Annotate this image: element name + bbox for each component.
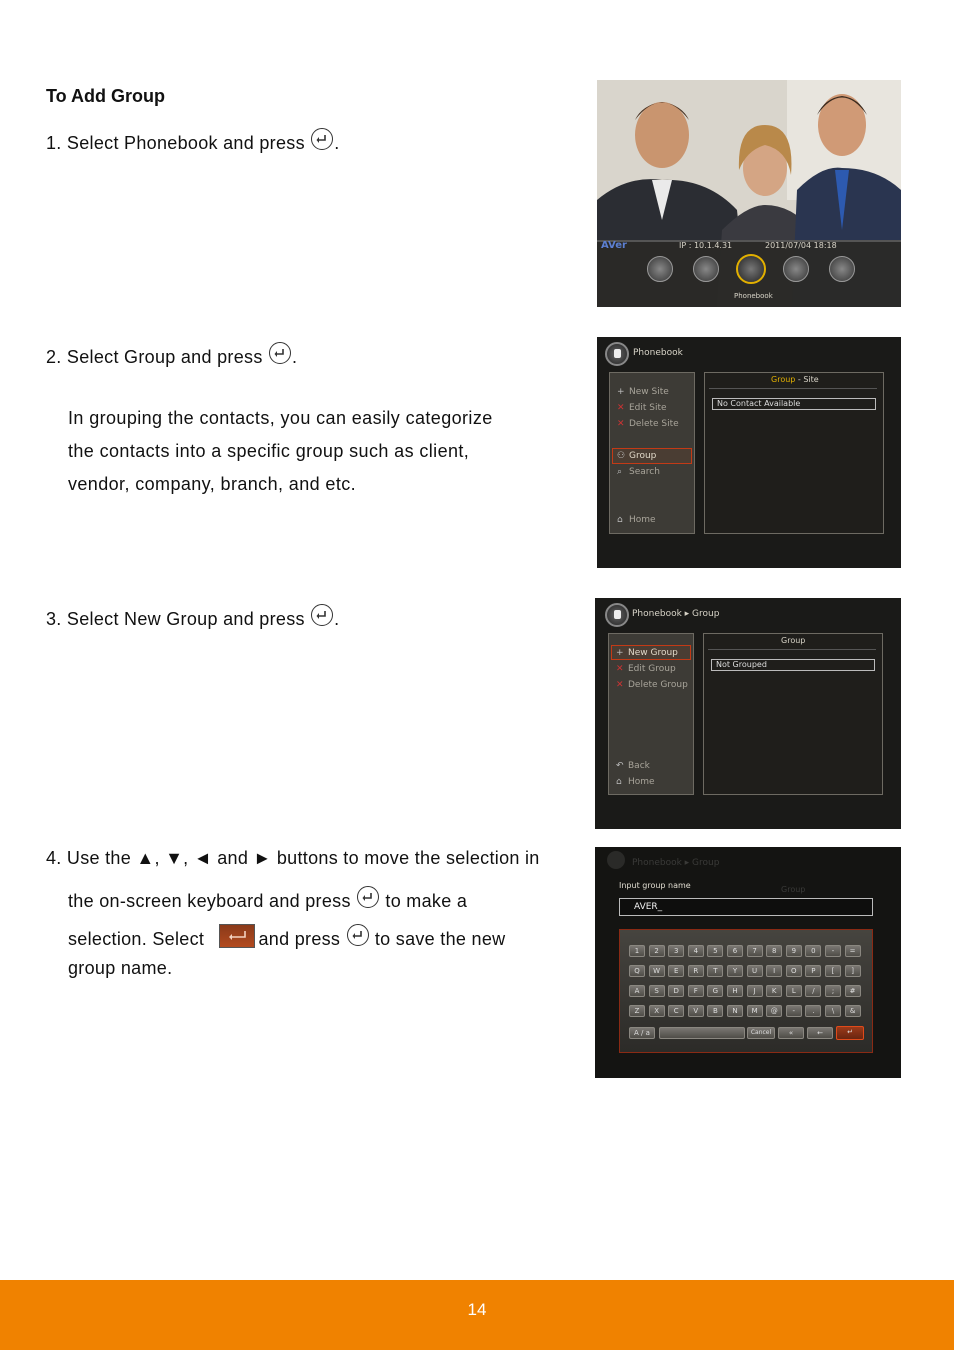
menu-search[interactable]: ⌕ Search — [617, 467, 660, 477]
divider — [708, 649, 876, 650]
step-4-line-3: selection. Select and press to save the new — [68, 924, 505, 949]
key-case-toggle[interactable]: A / a — [629, 1027, 655, 1039]
content-panel — [704, 372, 884, 534]
keyboard-key[interactable]: B — [707, 1005, 723, 1017]
menu-delete-site[interactable]: ✕ Delete Site — [617, 419, 679, 429]
keyboard-key[interactable]: I — [766, 965, 782, 977]
step-2: 2. Select Group and press . — [46, 342, 297, 367]
menu-home[interactable]: ⌂ Home — [617, 515, 656, 525]
call-log-icon[interactable] — [783, 256, 809, 282]
keyboard-key[interactable]: 5 — [707, 945, 723, 957]
keyboard-key[interactable]: ; — [825, 985, 841, 997]
step-4-line-2: the on-screen keyboard and press to make a — [68, 886, 467, 911]
list-item[interactable]: No Contact Available — [712, 398, 876, 410]
keyboard-key[interactable]: @ — [766, 1005, 782, 1017]
keyboard-key[interactable]: D — [668, 985, 684, 997]
keyboard-key[interactable]: W — [649, 965, 665, 977]
keyboard-key[interactable]: = — [845, 945, 861, 957]
enter-icon — [311, 128, 333, 150]
settings-icon[interactable] — [829, 256, 855, 282]
keyboard-key[interactable]: P — [805, 965, 821, 977]
group-name-input[interactable]: AVER_ — [619, 898, 873, 916]
menu-home[interactable]: ⌂ Home — [616, 777, 655, 787]
keyboard-key[interactable]: U — [747, 965, 763, 977]
aver-logo: AVer — [601, 240, 627, 251]
keyboard-key[interactable]: 8 — [766, 945, 782, 957]
panel-title: Group - Site — [771, 375, 819, 384]
keyboard-key[interactable]: F — [688, 985, 704, 997]
keyboard-key[interactable]: K — [766, 985, 782, 997]
enter-icon — [347, 924, 369, 946]
panel-title: Group — [781, 636, 806, 645]
key-space[interactable] — [659, 1027, 745, 1039]
keyboard-key[interactable]: A — [629, 985, 645, 997]
screenshot-keyboard — [595, 847, 901, 1078]
screenshot-group — [595, 598, 901, 829]
dialpad-icon[interactable] — [693, 256, 719, 282]
keyboard-key[interactable]: Z — [629, 1005, 645, 1017]
key-enter[interactable]: ↵ — [836, 1026, 864, 1040]
phonebook-icon[interactable] — [736, 254, 766, 284]
faded-avatar-icon — [607, 851, 625, 869]
keyboard-key[interactable]: E — [668, 965, 684, 977]
keyboard-key[interactable]: H — [727, 985, 743, 997]
list-item[interactable]: Not Grouped — [711, 659, 875, 671]
keyboard-key[interactable]: - — [825, 945, 841, 957]
keyboard-key[interactable]: 3 — [668, 945, 684, 957]
ip-address: IP : 10.1.4.31 — [679, 241, 733, 250]
faded-panel-title: Group — [781, 885, 806, 894]
keyboard-key[interactable]: 4 — [688, 945, 704, 957]
keyboard-key[interactable]: O — [786, 965, 802, 977]
input-prompt: Input group name — [619, 881, 691, 890]
keyboard-key[interactable]: R — [688, 965, 704, 977]
keyboard-key[interactable]: 0 — [805, 945, 821, 957]
enter-icon — [357, 886, 379, 908]
keyboard-key[interactable]: L — [786, 985, 802, 997]
keyboard-key[interactable]: 2 — [649, 945, 665, 957]
keyboard-key[interactable]: S — [649, 985, 665, 997]
section-title: To Add Group — [46, 86, 165, 106]
step-1: 1. Select Phonebook and press . — [46, 128, 340, 153]
keyboard-key[interactable]: M — [747, 1005, 763, 1017]
keyboard-key[interactable]: Y — [727, 965, 743, 977]
keyboard-key[interactable]: / — [805, 985, 821, 997]
key-cancel[interactable]: Cancel — [747, 1027, 775, 1039]
screenshot-main-menu — [597, 80, 901, 307]
key-backspace[interactable]: ← — [807, 1027, 833, 1039]
screen-header: Phonebook — [633, 348, 683, 358]
keyboard-key[interactable]: & — [845, 1005, 861, 1017]
keyboard-key[interactable]: C — [668, 1005, 684, 1017]
menu-group[interactable]: ⚇ Group — [617, 451, 657, 461]
keyboard-key[interactable]: N — [727, 1005, 743, 1017]
keyboard-key[interactable]: \ — [825, 1005, 841, 1017]
phonebook-avatar-icon — [605, 342, 629, 366]
menu-new-site[interactable]: + New Site — [617, 387, 669, 397]
step-4-line-4: group name. — [68, 958, 173, 978]
faded-header: Phonebook ▸ Group — [632, 858, 720, 868]
menu-back[interactable]: ↶ Back — [616, 761, 650, 771]
keyboard-key[interactable]: 6 — [727, 945, 743, 957]
keyboard-key[interactable]: 7 — [747, 945, 763, 957]
keyboard-key[interactable]: Q — [629, 965, 645, 977]
keyboard-key[interactable]: . — [805, 1005, 821, 1017]
key-backspace-all[interactable]: « — [778, 1027, 804, 1039]
page-number: 14 — [467, 1300, 487, 1319]
menu-edit-group[interactable]: ✕ Edit Group — [616, 664, 676, 674]
keyboard-key[interactable]: X — [649, 1005, 665, 1017]
divider — [709, 388, 877, 389]
phonebook-avatar-icon — [605, 603, 629, 627]
menu-edit-site[interactable]: ✕ Edit Site — [617, 403, 667, 413]
keyboard-key[interactable]: 9 — [786, 945, 802, 957]
enter-icon — [269, 342, 291, 364]
screenshot-phonebook — [597, 337, 901, 568]
keyboard-key[interactable]: ] — [845, 965, 861, 977]
enter-icon — [311, 604, 333, 626]
content-panel — [703, 633, 883, 795]
enter-key-image — [219, 924, 255, 948]
datetime: 2011/07/04 18:18 — [765, 241, 837, 250]
keyboard-key[interactable]: - — [786, 1005, 802, 1017]
step-4-line-1: 4. Use the ▲, ▼, ◄ and ► buttons to move the selection in — [46, 848, 540, 868]
selected-label: Phonebook — [734, 292, 773, 300]
keyboard-key[interactable]: [ — [825, 965, 841, 977]
step-2-description: In grouping the contacts, you can easily categorize the contacts into a specific group such as client, vendor, company, branch, and etc. — [68, 408, 493, 494]
keyboard-key[interactable]: 1 — [629, 945, 645, 957]
page-footer — [0, 1280, 954, 1350]
keyboard-key[interactable]: V — [688, 1005, 704, 1017]
keyboard-key[interactable]: T — [707, 965, 723, 977]
camera-icon[interactable] — [647, 256, 673, 282]
keyboard-key[interactable]: G — [707, 985, 723, 997]
keyboard-key[interactable]: J — [747, 985, 763, 997]
menu-new-group[interactable]: + New Group — [616, 648, 678, 658]
keyboard-key[interactable]: # — [845, 985, 861, 997]
screen-header: Phonebook ▸ Group — [632, 609, 720, 619]
step-3: 3. Select New Group and press . — [46, 604, 339, 629]
menu-delete-group[interactable]: ✕ Delete Group — [616, 680, 688, 690]
